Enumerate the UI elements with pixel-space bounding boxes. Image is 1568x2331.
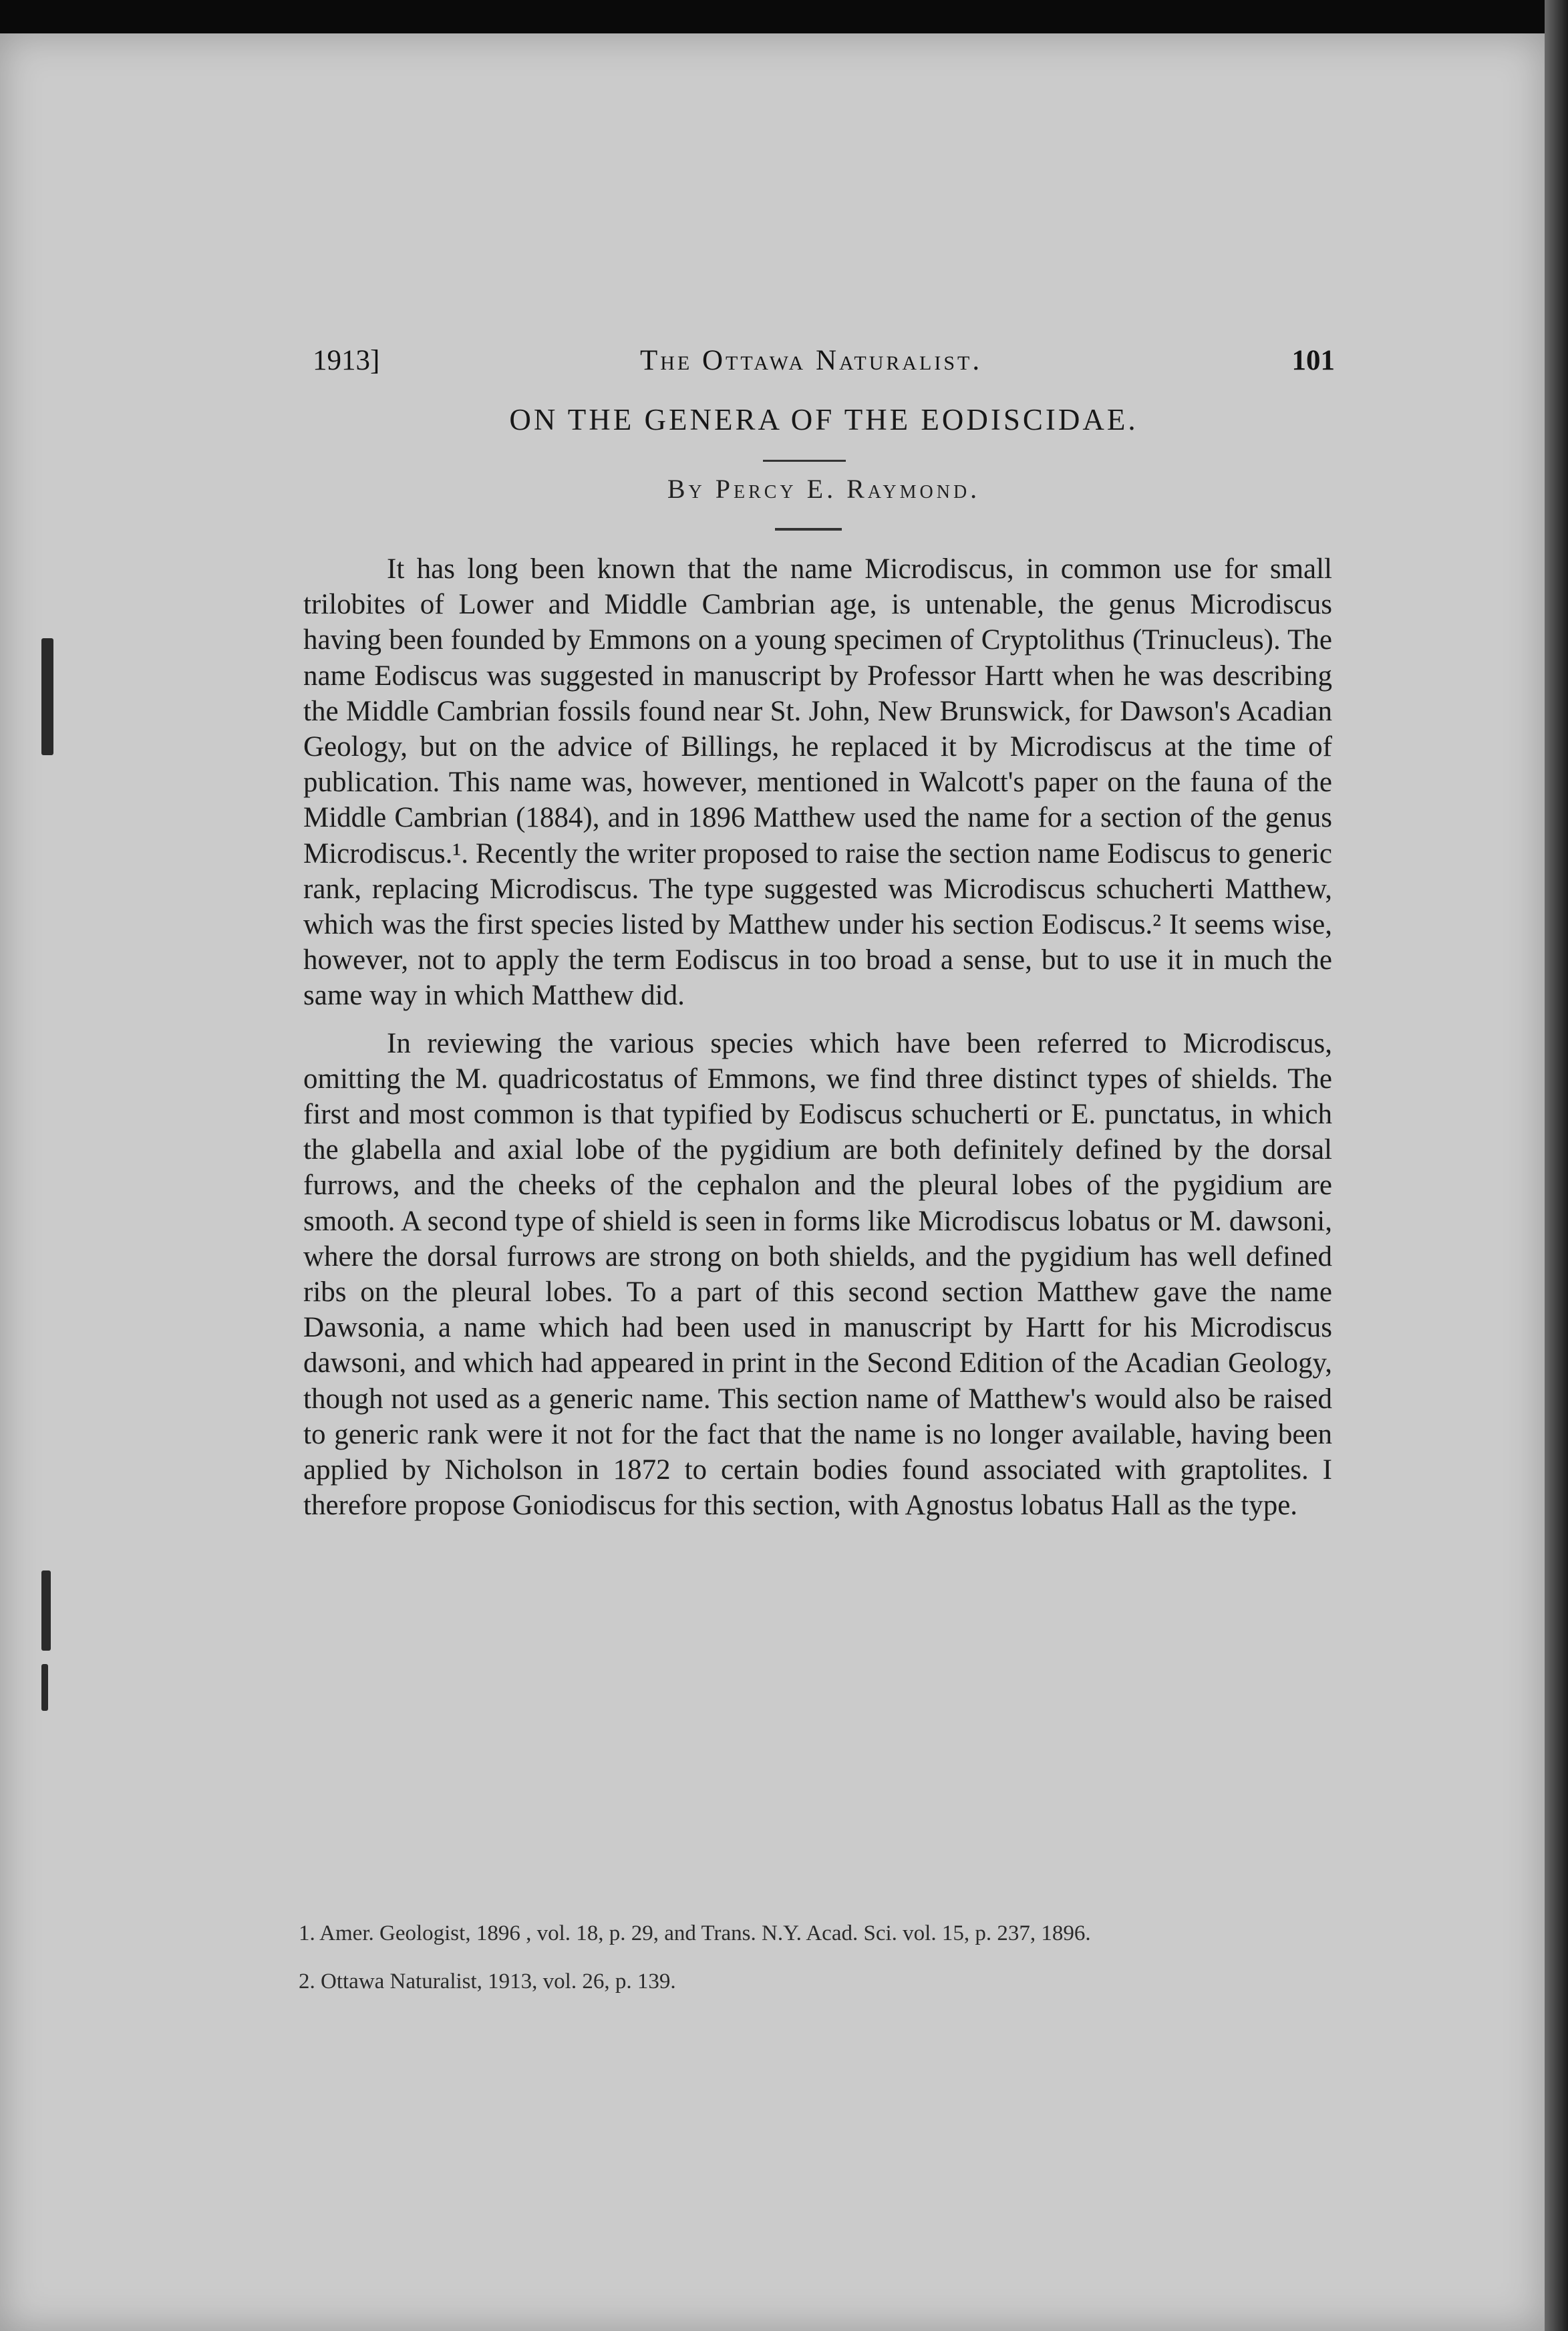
- header-journal-title: The Ottawa Naturalist.: [640, 345, 983, 376]
- margin-stamp-mark: [41, 638, 53, 755]
- body-paragraph: It has long been known that the name Microdiscus, in common use for small trilobites of Lower and Middle Cambrian age, is untenable, the genus Microdiscus having been founded by Emmons on a young specimen of Cryptolithus (Trinucleus). The name Eodiscus was suggested in manuscript by Professor Hartt when he was describing the Middle Cambrian fossils found near St. John, New Brunswick, for Dawson's Acadian Geology, but on the advice of Billings, he replaced it by Microdiscus at the time of publication. This name was, however, mentioned in Walcott's paper on the fauna of the Middle Cambrian (1884), and in 1896 Matthew used the name for a section of the genus Microdiscus.¹. Recently the writer proposed to raise the section name Eodiscus to generic rank, replacing Microdiscus. The type suggested was Microdiscus schucherti Matthew, which was the first species listed by Matthew under his section Eodiscus.² It seems wise, however, not to apply the term Eodiscus in too broad a sense, but to use it in much the same way in which Matthew did.: [303, 553, 1332, 1012]
- byline-rule: [775, 528, 842, 531]
- footnote: 1. Amer. Geologist, 1896 , vol. 18, p. 29, and Trans. N.Y. Acad. Sci. vol. 15, p. 237, 1896.: [299, 1921, 1091, 1945]
- scan-edge: [1545, 0, 1568, 2331]
- margin-stamp-mark: [41, 1664, 48, 1711]
- article-body: [303, 551, 1332, 1523]
- page-number: 101: [1291, 345, 1335, 376]
- header-year: 1913]: [313, 345, 380, 376]
- margin-stamp-mark: [41, 1570, 51, 1651]
- title-rule: [763, 460, 846, 462]
- article-byline: By Percy E. Raymond.: [667, 474, 981, 504]
- running-header: [313, 344, 1335, 384]
- footnotes: [299, 1920, 1331, 1995]
- footnote: 2. Ottawa Naturalist, 1913, vol. 26, p. 139.: [299, 1969, 676, 1994]
- article-title: ON THE GENERA OF THE EODISCIDAE.: [509, 403, 1138, 436]
- body-paragraph: In reviewing the various species which have been referred to Microdiscus, omitting the M. quadricostatus of Emmons, we find three distinct types of shields. The first and most common is that typified by Eodiscus schucherti or E. punctatus, in which the glabella and axial lobe of the pygidium are both definitely defined by the dorsal furrows, and the cheeks of the cephalon and the pleural lobes of the pygidium are smooth. A second type of shield is seen in forms like Microdiscus lobatus or M. dawsoni, where the dorsal furrows are strong on both shields, and the pygidium has well defined ribs on the pleural lobes. To a part of this second section Matthew gave the name Dawsonia, a name which had been used in manuscript by Hartt for his Microdiscus dawsoni, and which had appeared in print in the Second Edition of the Acadian Geology, though not used as a generic name. This section name of Matthew's would also be raised to generic rank were it not for the fact that the name is no longer available, having been applied by Nicholson in 1872 to certain bodies found associated with graptolites. I therefore propose Goniodiscus for this section, with Agnostus lobatus Hall as the type.: [303, 1027, 1332, 1522]
